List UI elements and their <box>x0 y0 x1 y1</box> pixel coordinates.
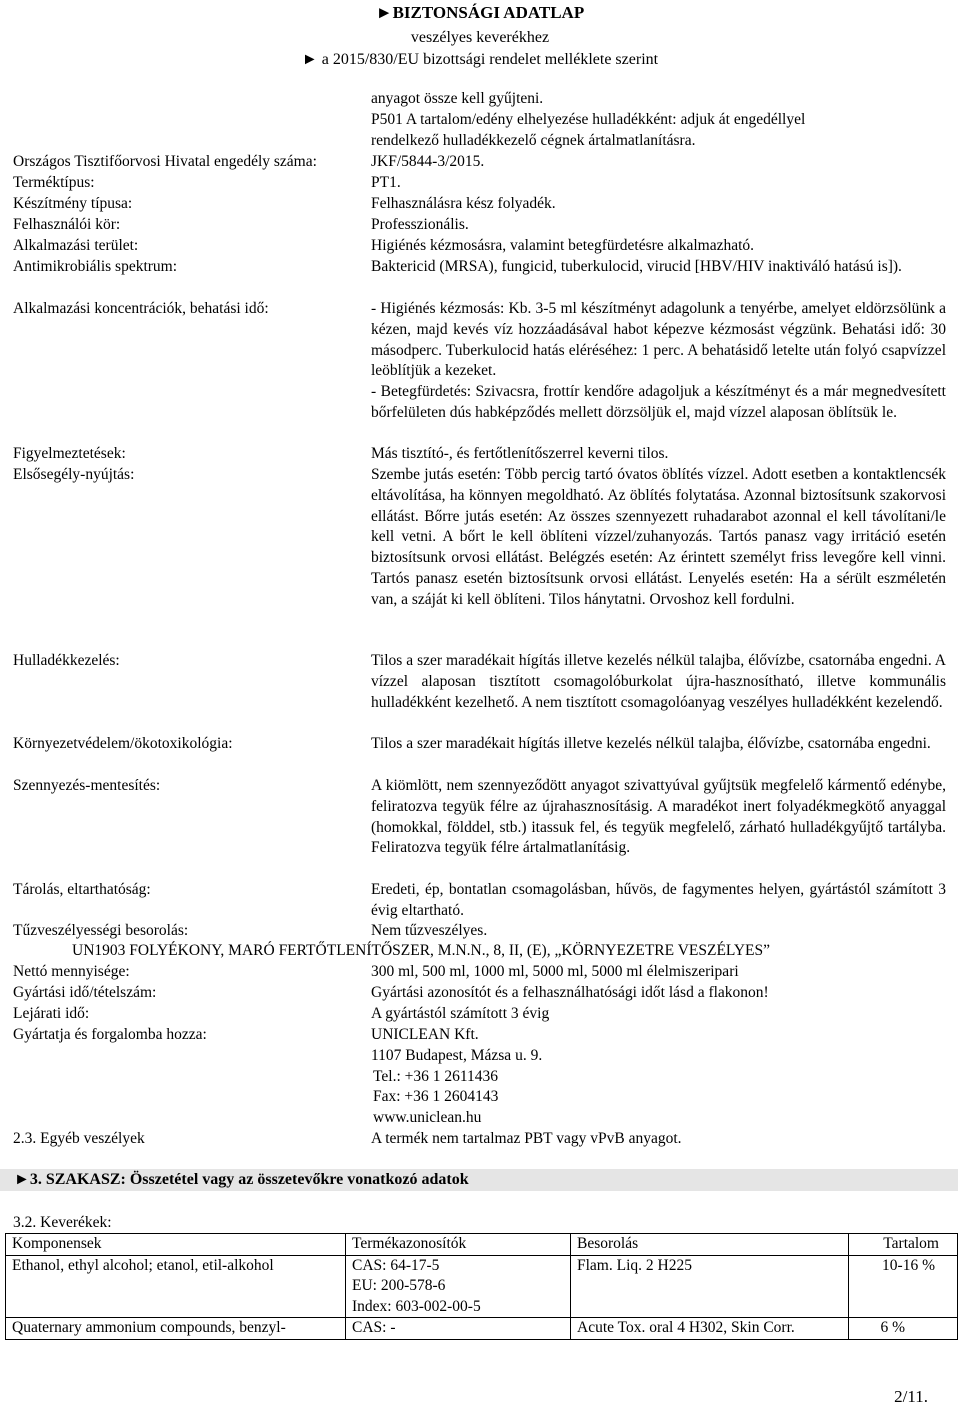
hulladek-label: Hulladékkezelés: <box>13 652 120 669</box>
document-title: ►BIZTONSÁGI ADATLAP <box>375 3 585 22</box>
cell-tartalom: 10-16 % <box>849 1255 958 1318</box>
table-header-row <box>6 1234 958 1256</box>
tarolas-label: Tárolás, eltarthatóság: <box>13 881 151 898</box>
header-besorolas: Besorolás <box>571 1234 849 1256</box>
company-fax: Fax: +36 1 2604143 <box>373 1088 499 1106</box>
felhasznaloi-value: Professzionális. <box>371 216 469 233</box>
cell-besorolas: Flam. Liq. 2 H225 <box>571 1255 849 1318</box>
regulation-reference: ► a 2015/830/EU bizottsági rendelet melléklete szerint <box>301 51 659 68</box>
company-website[interactable]: www.uniclean.hu <box>373 1109 482 1127</box>
koncentraciok-label: Alkalmazási koncentrációk, behatási idő: <box>13 300 269 317</box>
tuzveszely-label: Tűzveszélyességi besorolás: <box>13 922 189 939</box>
keszitmeny-value: Felhasználásra kész folyadék. <box>371 195 556 212</box>
components-table <box>5 1233 958 1340</box>
document-subtitle: veszélyes keverékhez <box>410 29 550 46</box>
netto-label: Nettó mennyisége: <box>13 963 130 980</box>
figyelmeztetesek-label: Figyelmeztetések: <box>13 445 126 462</box>
antimikrobialis-label: Antimikrobiális spektrum: <box>13 258 178 275</box>
lejarati-value: A gyártástól számított 3 évig <box>371 1005 550 1022</box>
ontsz-label: Országos Tisztifőorvosi Hivatal engedély száma: <box>13 153 317 170</box>
netto-value: 300 ml, 500 ml, 1000 ml, 5000 ml, 5000 ml élelmiszeripari <box>371 963 739 980</box>
szennyezes-value: A kiömlött, nem szennyeződött anyagot szivattyúval gyűjtsük megfelelő kármentő edénybe, feliratozva tegyük félre az újrahasznosításig. A maradékot inert folyadékmegkötő anyaggal (homokkal, földdel, stb.) itassuk fel, és tegyük megfelelő, zárható hulladékgyűjtő tartályba. Feliratozva tegyük félre ártalmatlanításig. <box>371 777 946 857</box>
tarolas-value: Eredeti, ép, bontatlan csomagolásban, hűvös, de fagymentes helyen, gyártástól számított 3 évig eltartható. <box>371 881 946 919</box>
hulladek-value: Tilos a szer maradékait hígítás illetve kezelés nélkül talajba, élővízbe, csatornába engedni. A vízzel alaposan tisztított csomagolóburkolat újra-hasznosítható, illetve kommunális hulladékként kezelhető. A nem tisztított csomagolóanyag veszélyes hulladékként kezelendő. <box>371 652 946 711</box>
lejarati-label: Lejárati idő: <box>13 1005 90 1022</box>
gyartasi-value: Gyártási azonosítót és a felhasználhatósági időt lásd a flakonon! <box>371 984 769 1001</box>
kornyezet-label: Környezetvédelem/ökotoxikológia: <box>13 735 233 752</box>
kornyezet-value: Tilos a szer maradékait hígítás illetve kezelés nélkül talajba, élővízbe, csatornába engedni. <box>371 735 931 752</box>
egyeb-label: 2.3. Egyéb veszélyek <box>13 1130 145 1147</box>
alkalmazasi-value: Higiénés kézmosásra, valamint betegfürdetésre alkalmazható. <box>371 237 755 254</box>
kezmosas-text: - Higiénés kézmosás: Kb. 3-5 ml készítményt adagolunk a tenyérbe, amelyet eldörzsölünk a kézen, majd kevés víz hozzáadásával habot képezve kézmosást végzünk. Behatási idő: 30 másodperc. Tuberkulocid hatás eléréséhez: 1 perc. A behatásidő letelte után folyó csapvízzel leöblítjük a kezeket. <box>371 300 946 380</box>
ontsz-value: JKF/5844-3/2015. <box>371 153 485 170</box>
cell-komponens: Ethanol, ethyl alcohol; etanol, etil-alkohol <box>6 1255 346 1318</box>
elsosegely-value: Szembe jutás esetén: Több percig tartó óvatos öblítés vízzel. Adott esetben a kontaktlencsék eltávolítása, ha könnyen megoldható. Az öblítés folytatása. Azonnal biztosítsunk szakorvosi ellátást. Bőrre jutás esetén: Az összes szennyezett ruhadarabot azonnal el kell távolítani/le kell vetni. A bőrt le kell öblíteni vízzel/zuhanyozás. Tartós panasz vagy irritáció esetén biztosítsunk orvosi ellátást. Belégzés esetén: Az érintett személyt friss levegőre kell vinni. Tartós panasz esetén biztosítsunk orvosi ellátást. Lenyelés esetén: Ha a sérült eszméletén van, a száját ki kell öblíteni. Tilos hánytatni. Orvoshoz kell fordulni. <box>371 466 946 608</box>
gyartatja-address <box>371 1025 946 1129</box>
cell-tartalom: 6 % <box>849 1318 958 1340</box>
tuzveszely-value: Nem tűzveszélyes. <box>371 922 488 939</box>
company-address: 1107 Budapest, Mázsa u. 9. <box>371 1046 543 1064</box>
gyartatja-label: Gyártatja és forgalomba hozza: <box>13 1026 207 1043</box>
table-row <box>6 1318 958 1340</box>
cell-besorolas: Acute Tox. oral 4 H302, Skin Corr. <box>571 1318 849 1340</box>
gyartasi-label: Gyártási idő/tételszám: <box>13 984 157 1001</box>
alkalmazasi-label: Alkalmazási terület: <box>13 237 139 254</box>
elsosegely-label: Elsősegély-nyújtás: <box>13 466 135 483</box>
cell-komponens: Quaternary ammonium compounds, benzyl- <box>6 1318 346 1340</box>
header-komponensek: Komponensek <box>6 1234 346 1256</box>
keszitmeny-label: Készítmény típusa: <box>13 195 133 212</box>
betegfurdetes-text: - Betegfürdetés: Szivacsra, frottír kendőre adagoljuk a készítményt és a már megnedvesített bőrfelületen dús habképződés mellett dörzsöljük el, majd vízzel alaposan öblítsük le. <box>371 383 946 421</box>
header-tartalom: Tartalom <box>849 1234 958 1256</box>
termektipus-label: Terméktípus: <box>13 174 95 191</box>
cell-ids: CAS: - <box>346 1318 571 1340</box>
company-name: UNICLEAN Kft. <box>371 1026 479 1043</box>
antimikrobialis-value: Baktericid (MRSA), fungicid, tuberkulocid, virucid [HBV/HIV inaktiváló hatású is]). <box>371 258 902 275</box>
table-row <box>6 1255 958 1318</box>
section-3-heading: ►3. SZAKASZ: Összetétel vagy az összetevőkre vonatkozó adatok <box>0 1169 958 1191</box>
company-phone: Tel.: +36 1 2611436 <box>373 1067 499 1085</box>
figyelmeztetesek-value: Más tisztító-, és fertőtlenítőszerrel keverni tilos. <box>371 445 669 462</box>
header-termekazonositok: Termékazonosítók <box>346 1234 571 1256</box>
szennyezes-label: Szennyezés-mentesítés: <box>13 777 161 794</box>
egyeb-value: A termék nem tartalmaz PBT vagy vPvB anyagot. <box>371 1130 682 1147</box>
termektipus-value: PT1. <box>371 174 401 191</box>
page-number: 2/11. <box>894 1387 928 1406</box>
cell-ids: CAS: 64-17-5 EU: 200-578-6 Index: 603-002-00-5 <box>346 1255 571 1318</box>
felhasznaloi-label: Felhasználói kör: <box>13 216 121 233</box>
un-text: UN1903 FOLYÉKONY, MARÓ FERTŐTLENÍTŐSZER, M.N.N., 8, II, (E), „KÖRNYEZETRE VESZÉLYES” <box>72 942 771 959</box>
